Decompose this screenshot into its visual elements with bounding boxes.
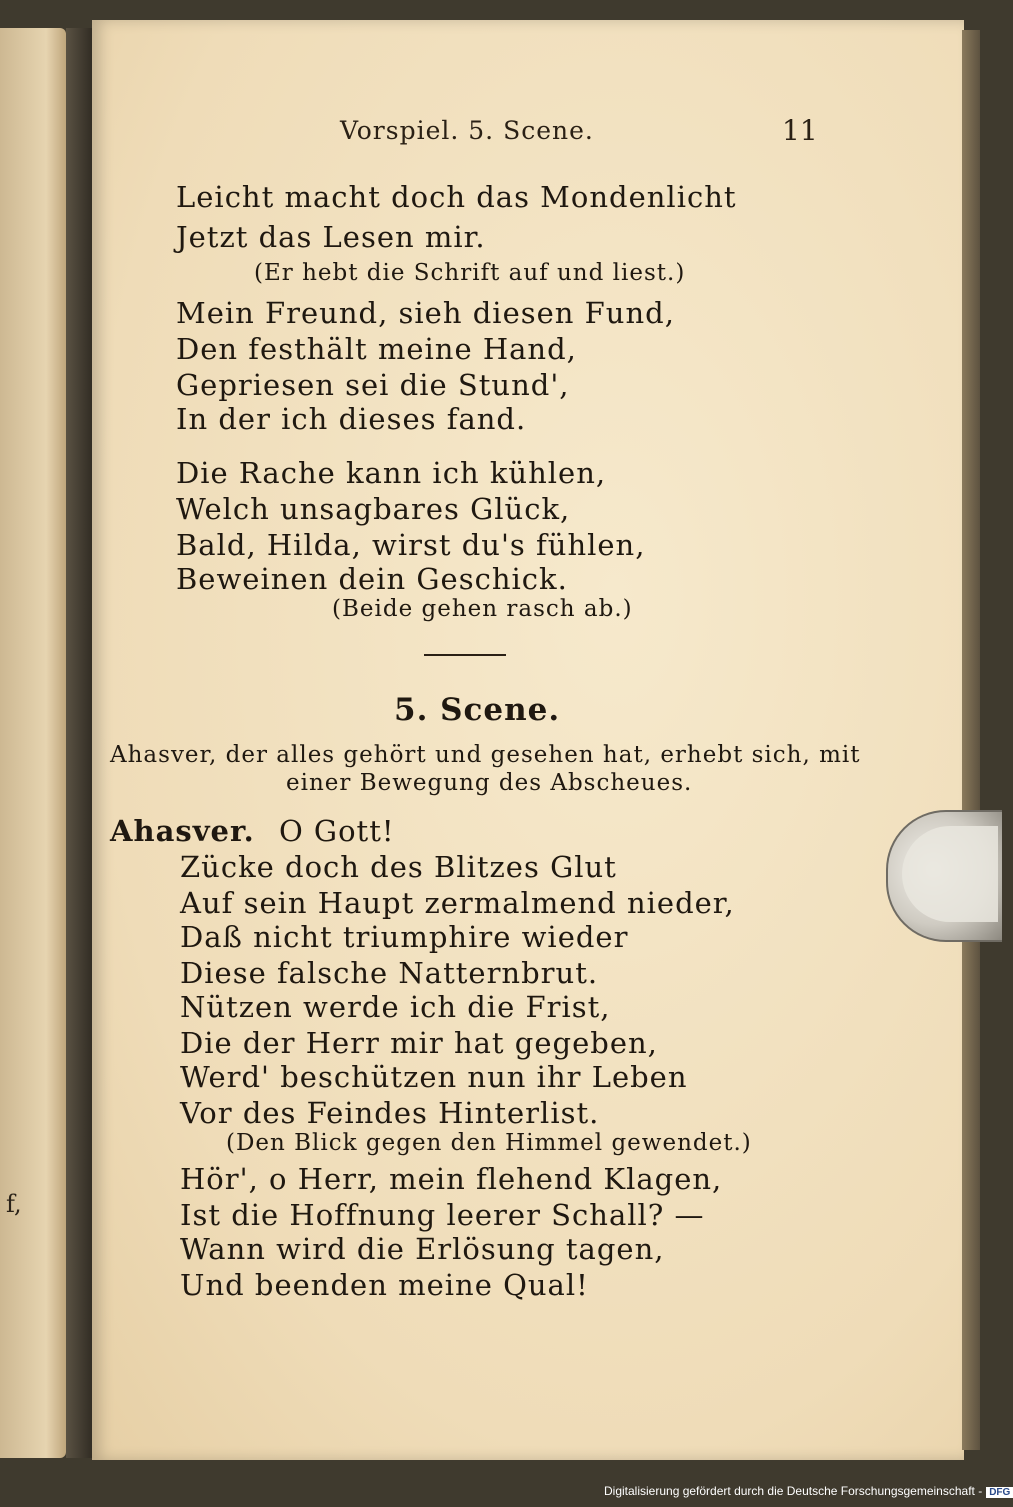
verse-line: Diese falsche Natternbrut. <box>180 956 599 990</box>
page-clip <box>886 810 1002 942</box>
verse-line: Daß nicht triumphire wieder <box>180 920 629 954</box>
facing-page <box>0 28 66 1458</box>
verse-line: Jetzt das Lesen mir. <box>176 220 486 254</box>
verse-line: Leicht macht doch das Mondenlicht <box>176 180 737 214</box>
stage-direction: (Er hebt die Schrift auf und liest.) <box>254 260 686 286</box>
stage-direction: (Den Blick gegen den Himmel gewendet.) <box>226 1130 752 1156</box>
credit-text: Digitalisierung gefördert durch die Deutsche Forschungsgemeinschaft - <box>604 1484 983 1498</box>
section-divider <box>424 654 506 656</box>
verse-line: Auf sein Haupt zermalmend nieder, <box>180 886 735 920</box>
verse-line: Nützen werde ich die Frist, <box>180 990 611 1024</box>
verse-line: Zücke doch des Blitzes Glut <box>180 850 617 884</box>
page-number: 11 <box>782 114 818 147</box>
speech-words: O Gott! <box>278 814 395 848</box>
page-edge <box>962 30 980 1450</box>
verse-line: Werd' beschützen nun ihr Leben <box>180 1060 688 1094</box>
verse-line: Den festhält meine Hand, <box>176 332 577 366</box>
facing-page-text: f, <box>6 1190 22 1218</box>
book-gutter <box>66 28 94 1458</box>
verse-line: Wann wird die Erlösung tagen, <box>180 1232 665 1266</box>
stage-direction: (Beide gehen rasch ab.) <box>332 596 633 622</box>
verse-line: Beweinen dein Geschick. <box>176 562 568 596</box>
verse-line: In der ich dieses fand. <box>176 402 527 436</box>
verse-line: Gepriesen sei die Stund', <box>176 368 570 402</box>
speaker-name: Ahasver. <box>110 814 255 848</box>
digitization-credit <box>604 1484 1013 1498</box>
verse-line: Die der Herr mir hat gegeben, <box>180 1026 658 1060</box>
dfg-logo: DFG <box>986 1487 1013 1498</box>
speech-opening <box>110 814 395 848</box>
verse-line: Und beenden meine Qual! <box>180 1268 589 1302</box>
verse-line: Ist die Hoffnung leerer Schall? — <box>180 1198 705 1232</box>
running-header: Vorspiel. 5. Scene. <box>340 116 594 145</box>
verse-line: Welch unsagbares Glück, <box>176 492 571 526</box>
verse-line: Hör', o Herr, mein flehend Klagen, <box>180 1162 723 1196</box>
scene-direction: einer Bewegung des Abscheues. <box>286 770 693 796</box>
scene-direction: Ahasver, der alles gehört und gesehen hat, erhebt sich, mit <box>110 742 861 768</box>
verse-line: Die Rache kann ich kühlen, <box>176 456 607 490</box>
verse-line: Mein Freund, sieh diesen Fund, <box>176 296 675 330</box>
verse-line: Bald, Hilda, wirst du's fühlen, <box>176 528 646 562</box>
scene-heading: 5. Scene. <box>394 692 561 728</box>
verse-line: Vor des Feindes Hinterlist. <box>180 1096 600 1130</box>
